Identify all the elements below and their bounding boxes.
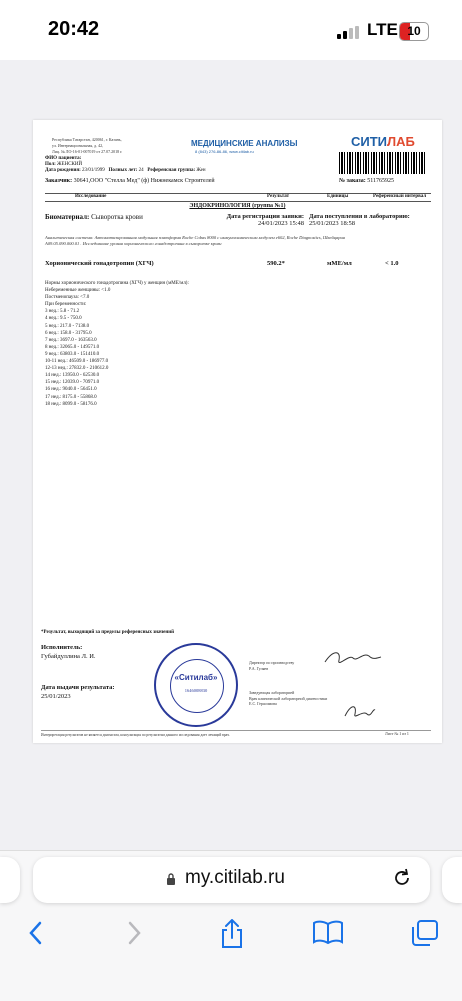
status-bar — [0, 0, 462, 60]
battery-icon — [399, 22, 429, 41]
analytic-system: Аналитическая система: Автоматизированная модульная платформа Roche Cobas 8000 с иммунохимическим модулем е602, Roche Diagnostics, Швейцария — [45, 235, 345, 240]
norm-line: 4 нед.: 9.5 - 750.0 — [45, 316, 82, 322]
bookmarks-icon[interactable] — [312, 919, 344, 945]
norm-line: 15 нед.: 12039.0 - 70971.0 — [45, 380, 100, 386]
head-title: Заведующая лабораторией — [249, 690, 295, 695]
dob-value: 23/01/1999 — [82, 168, 105, 173]
registration-date: 24/01/2023 15:48 — [257, 220, 304, 227]
fio-label: ФИО пациента: — [45, 156, 82, 161]
address-line: ул. Интернациональная, д. 42, — [52, 143, 104, 148]
norm-line: 16 нед.: 9040.0 - 56451.0 — [45, 387, 97, 393]
back-icon[interactable] — [26, 919, 46, 947]
col-units: Единицы — [327, 194, 349, 199]
patient-dob-row — [45, 168, 206, 173]
patient-sex-row — [45, 162, 82, 167]
registration-info — [209, 213, 304, 227]
age-label: Полных лет: — [108, 168, 138, 173]
section-title: ЭНДОКРИНОЛОГИЯ (группа №1) — [189, 203, 286, 209]
result-value: 590.2* — [267, 260, 285, 267]
ref-group-value: Жен — [196, 168, 206, 173]
norm-line: 18 нед.: 8099.0 - 58176.0 — [45, 401, 97, 407]
col-result: Результат — [267, 194, 290, 199]
next-tab-peek[interactable] — [442, 857, 462, 903]
order-barcode — [339, 152, 425, 174]
head-name: Е.С. Герасимова — [249, 701, 277, 706]
head-signature — [343, 700, 377, 722]
analytic-info — [45, 235, 431, 247]
stamp-text: «Ситилаб» — [174, 673, 218, 682]
norm-line: 7 нед.: 3697.0 - 163563.0 — [45, 337, 97, 343]
test-code: А09.05.090.000.01 . Исследование уровня хорионического гонадотропина в сыворотке крови — [45, 241, 222, 246]
customer-label: Заказчик: — [45, 178, 73, 184]
customer-row — [45, 178, 215, 184]
norm-line: 6 нед.: 158.0 - 31795.0 — [45, 330, 92, 336]
address-line: Лиц. № ЛО-16-01-007019 от 27.07.2018 г. — [52, 149, 123, 154]
reload-icon[interactable] — [391, 867, 413, 889]
executor-name: Губайдуллина Л. И. — [41, 653, 96, 660]
arrival-label: Дата поступления в лабораторию: — [309, 213, 410, 220]
norm-line: 14 нед.: 13950.0 - 62530.0 — [45, 373, 100, 379]
norm-line: Постменопауза: <7.0 — [45, 295, 90, 301]
customer-value: 30641,ООО "Стелла Мед" (ф) Нижнекамск Строителей — [73, 178, 215, 184]
results-table-header — [45, 193, 431, 202]
norm-line: 12-13 нед.: 27832.0 - 210612.0 — [45, 366, 109, 372]
order-label: № заказа: — [339, 178, 366, 184]
share-icon[interactable] — [218, 919, 246, 949]
network-type: LTE — [367, 20, 398, 39]
order-number: 511765925 — [367, 178, 394, 184]
sex-label: Пол: — [45, 162, 56, 167]
logo-main: СИТИ — [351, 134, 388, 149]
address-line: Республика Татарстан, 420061, г. Казань, — [52, 137, 122, 142]
director-signature — [323, 648, 383, 670]
biomaterial-row — [45, 213, 143, 221]
head-position: Врач клинической лабораторной диагностики — [249, 695, 328, 701]
norm-line: 8 нед.: 32065.0 - 149571.0 — [45, 344, 100, 350]
sheet-number: Лист № 1 из 1 — [385, 731, 409, 736]
director-block — [249, 660, 294, 671]
col-test: Исследование — [75, 194, 107, 199]
battery-level: 10 — [407, 24, 421, 38]
patient-name-row — [45, 156, 81, 161]
norm-line: 9 нед.: 63803.0 - 151410.0 — [45, 351, 100, 357]
sex-value: ЖЕНСКИЙ — [57, 162, 83, 167]
reference-norms — [45, 280, 189, 408]
prev-tab-peek[interactable] — [0, 857, 20, 903]
arrival-info — [309, 213, 434, 227]
norm-line: 5 нед.: 217.0 - 7138.0 — [45, 323, 90, 329]
executor-block — [41, 643, 96, 661]
result-units: мМЕ/мл — [327, 260, 352, 267]
report-title: МЕДИЦИНСКИЕ АНАЛИЗЫ — [191, 139, 298, 148]
url-text[interactable]: my.citilab.ru — [185, 867, 285, 888]
out-of-range-footnote: *Результат, выходящий за пределы референсных значений — [41, 630, 174, 635]
signal-icon — [337, 26, 359, 39]
lab-address — [52, 137, 162, 155]
arrival-date: 25/01/2023 18:58 — [309, 220, 356, 227]
director-name: Р.А. Гуляев — [249, 665, 269, 671]
lab-stamp — [154, 643, 238, 727]
director-title: Директор по производству — [249, 660, 295, 665]
lab-report-page — [33, 120, 442, 743]
disclaimer: Интерпретация результатов не является диагнозом, консультация по результатам данного исследования дает лечащий врач. — [41, 730, 431, 737]
col-reference: Референсный интервал — [373, 194, 427, 199]
result-reference: < 1.0 — [385, 260, 399, 267]
norm-line: Небеременные женщины: <1.0 — [45, 288, 111, 294]
order-row — [339, 178, 394, 184]
lab-head-block — [249, 690, 327, 707]
norm-line: 10-11 нед.: 46509.0 - 186977.0 — [45, 359, 109, 365]
tabs-icon[interactable] — [410, 919, 440, 947]
issue-date: 25/01/2023 — [41, 693, 71, 700]
stamp-number: 1646008830 — [184, 688, 208, 693]
logo-accent: ЛАБ — [387, 134, 415, 149]
registration-label: Дата регистрации заявки: — [226, 213, 304, 220]
lock-icon — [166, 872, 176, 886]
biomaterial-label: Биоматериал: — [45, 213, 90, 221]
norm-line: 3 нед.: 5.8 - 71.2 — [45, 309, 80, 315]
issue-date-block — [41, 683, 115, 701]
status-time: 20:42 — [48, 18, 100, 40]
dob-label: Дата рождения: — [45, 168, 81, 173]
issue-label: Дата выдачи результата: — [41, 684, 115, 691]
norm-line: Нормы хорионического гонадотропина (ХГЧ) у женщин (мМЕ/мл): — [45, 281, 189, 286]
citilab-logo — [351, 134, 415, 149]
result-test-name: Хорионический гонадотропин (ХГЧ) — [45, 260, 154, 267]
age-value: 24 — [138, 168, 144, 173]
executor-label: Исполнитель: — [41, 644, 83, 651]
norm-line: 17 нед.: 8175.0 - 55868.0 — [45, 394, 97, 400]
ref-group-label: Референсная группа: — [147, 168, 196, 173]
forward-icon[interactable] — [124, 919, 144, 947]
norm-line: При беременности: — [45, 302, 87, 308]
lab-phone: 8 (843) 276-86-86, www.citilab.ru — [195, 149, 254, 154]
biomaterial-value: Сыворотка крови — [91, 213, 143, 221]
